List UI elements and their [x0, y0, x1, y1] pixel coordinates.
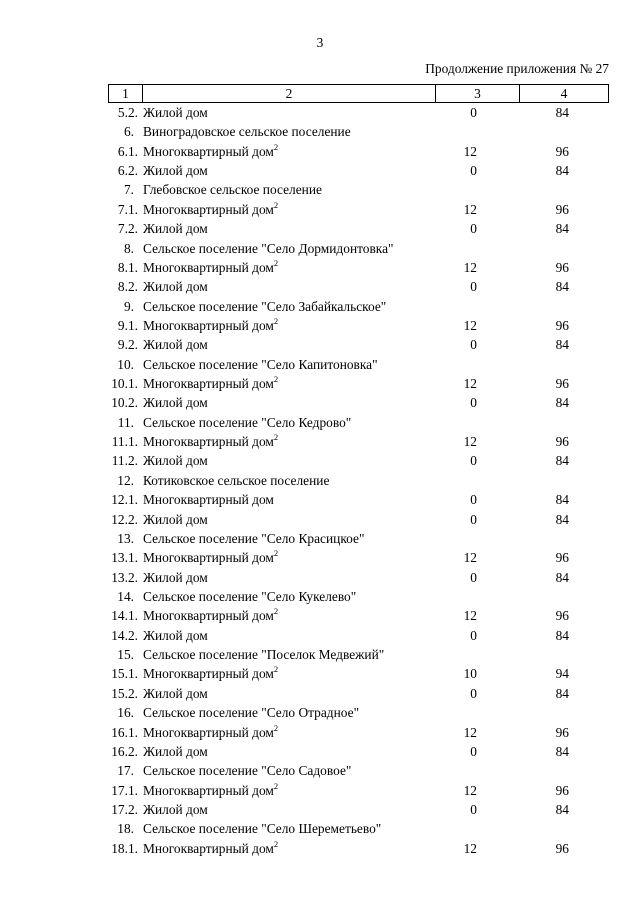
settlement-name: [142, 645, 435, 664]
value-column-3: 12: [463, 317, 477, 333]
value-column-3: 12: [463, 376, 477, 392]
building-type: [142, 510, 435, 529]
name-text: Жилой дом: [143, 395, 208, 411]
value-column-4: 96: [555, 840, 569, 856]
value-column-3: 0: [470, 105, 477, 120]
name-text: Котиковское сельское поселение: [143, 472, 330, 488]
table-row: [108, 781, 609, 800]
name-text: Жилой дом: [143, 337, 208, 353]
value-column-4: 96: [555, 376, 569, 392]
row-number: 14.: [117, 588, 134, 604]
value-column-3: 12: [463, 259, 477, 275]
table-row: [108, 723, 609, 742]
name-text: Сельское поселение "Село Дормидонтовка": [143, 240, 394, 256]
row-number: 6.1.: [117, 143, 138, 159]
building-type: [142, 742, 435, 761]
name-text: Многоквартирный дом: [143, 376, 274, 392]
settlement-name: [142, 239, 435, 258]
name-text: Сельское поселение "Село Садовое": [143, 763, 352, 779]
value-column-4: [519, 529, 607, 548]
table-row: [108, 393, 609, 412]
settlement-name: [142, 761, 435, 780]
value-column-4: 96: [555, 724, 569, 740]
footnote-marker: 2: [273, 141, 279, 152]
row-number: 13.1.: [111, 550, 138, 566]
value-column-3: 12: [463, 840, 477, 856]
section-row: [108, 703, 609, 722]
value-column-3: [435, 761, 519, 780]
value-column-4: 96: [555, 259, 569, 275]
name-text: Сельское поселение "Поселок Медвежий": [143, 647, 385, 663]
appendix-continuation-note: Продолжение приложения № 27: [425, 61, 609, 76]
building-type: [142, 142, 435, 161]
footnote-marker: 2: [273, 722, 279, 733]
name-text: Жилой дом: [143, 221, 208, 237]
value-column-3: 12: [463, 782, 477, 798]
name-text: Многоквартирный дом: [143, 840, 274, 856]
value-column-3: 0: [470, 337, 477, 353]
building-type: [142, 490, 435, 509]
building-type: [142, 451, 435, 470]
building-type: [142, 316, 435, 335]
table-row: [108, 142, 609, 161]
value-column-3: 0: [470, 743, 477, 759]
row-number: 12.1.: [111, 492, 138, 508]
value-column-3: [435, 471, 519, 490]
value-column-4: 84: [555, 105, 569, 120]
name-text: Жилой дом: [143, 569, 208, 585]
row-number: 16.1.: [111, 724, 138, 740]
section-row: [108, 761, 609, 780]
building-type: [142, 664, 435, 683]
settlement-name: [142, 703, 435, 722]
building-type: [142, 626, 435, 645]
building-type: [142, 548, 435, 567]
value-column-4: 96: [555, 201, 569, 217]
name-text: Многоквартирный дом: [143, 666, 274, 682]
name-text: Сельское поселение "Село Красицкое": [143, 530, 365, 546]
value-column-3: 12: [463, 724, 477, 740]
table-row: [108, 664, 609, 683]
settlement-name: [142, 529, 435, 548]
settlement-name: [142, 471, 435, 490]
name-text: Многоквартирный дом: [143, 259, 274, 275]
value-column-3: [435, 180, 519, 199]
value-column-4: 96: [555, 317, 569, 333]
value-column-4: 84: [555, 492, 569, 508]
building-type: [142, 103, 435, 122]
name-text: Жилой дом: [143, 105, 208, 120]
section-row: [108, 355, 609, 374]
value-column-4: 84: [555, 395, 569, 411]
row-number: 6.2.: [117, 163, 138, 179]
name-text: Многоквартирный дом: [143, 782, 274, 798]
value-column-4: [519, 239, 607, 258]
value-column-3: 0: [470, 279, 477, 295]
footnote-marker: 2: [273, 838, 279, 849]
value-column-4: 84: [555, 685, 569, 701]
footnote-marker: 2: [273, 199, 279, 210]
settlement-name: [142, 587, 435, 606]
value-column-3: [435, 587, 519, 606]
data-table: [108, 84, 609, 858]
name-text: Многоквартирный дом: [143, 201, 274, 217]
name-text: Многоквартирный дом: [143, 143, 274, 159]
row-number: 10.2.: [111, 395, 138, 411]
column-header-1: 1: [109, 85, 143, 102]
building-type: [142, 606, 435, 625]
value-column-3: [435, 239, 519, 258]
value-column-4: [519, 355, 607, 374]
value-column-4: [519, 122, 607, 141]
value-column-4: [519, 645, 607, 664]
building-type: [142, 200, 435, 219]
footnote-marker: 2: [273, 664, 279, 675]
row-number: 16.2.: [111, 743, 138, 759]
value-column-4: 84: [555, 511, 569, 527]
section-row: [108, 180, 609, 199]
row-number: 11.1.: [111, 434, 138, 450]
name-text: Сельское поселение "Село Шереметьево": [143, 821, 382, 837]
value-column-3: 0: [470, 221, 477, 237]
value-column-4: 96: [555, 608, 569, 624]
row-number: 17.: [117, 763, 134, 779]
settlement-name: [142, 297, 435, 316]
row-number: 15.: [117, 647, 134, 663]
value-column-4: 96: [555, 143, 569, 159]
footnote-marker: 2: [273, 606, 279, 617]
table-row: [108, 684, 609, 703]
value-column-3: 12: [463, 434, 477, 450]
footnote-marker: 2: [273, 257, 279, 268]
table-row: [108, 219, 609, 238]
building-type: [142, 258, 435, 277]
footnote-marker: 2: [273, 374, 279, 385]
value-column-3: [435, 645, 519, 664]
table-row: [108, 103, 609, 122]
value-column-3: 12: [463, 143, 477, 159]
value-column-3: [435, 703, 519, 722]
table-row: [108, 277, 609, 296]
value-column-4: [519, 587, 607, 606]
name-text: Многоквартирный дом: [143, 492, 274, 508]
table-header-row: [108, 84, 609, 103]
row-number: 12.: [117, 472, 134, 488]
building-type: [142, 393, 435, 412]
name-text: Многоквартирный дом: [143, 724, 274, 740]
building-type: [142, 839, 435, 858]
value-column-4: [519, 413, 607, 432]
section-row: [108, 122, 609, 141]
building-type: [142, 432, 435, 451]
name-text: Жилой дом: [143, 163, 208, 179]
value-column-3: 0: [470, 511, 477, 527]
building-type: [142, 781, 435, 800]
value-column-3: 0: [470, 801, 477, 817]
value-column-4: 96: [555, 434, 569, 450]
name-text: Многоквартирный дом: [143, 608, 274, 624]
value-column-3: 12: [463, 201, 477, 217]
row-number: 5.2.: [117, 105, 138, 120]
name-text: Сельское поселение "Село Забайкальское": [143, 298, 387, 314]
row-number: 9.2.: [117, 337, 138, 353]
value-column-4: 94: [555, 666, 569, 682]
column-header-2: 2: [143, 85, 436, 102]
value-column-4: [519, 819, 607, 838]
table-row: [108, 335, 609, 354]
footnote-marker: 2: [273, 780, 279, 791]
value-column-3: 0: [470, 492, 477, 508]
table-row: [108, 258, 609, 277]
value-column-3: 0: [470, 163, 477, 179]
footnote-marker: 2: [273, 548, 279, 559]
building-type: [142, 374, 435, 393]
table-row: [108, 490, 609, 509]
row-number: 15.1.: [111, 666, 138, 682]
page-number: 3: [316, 35, 324, 50]
row-number: 12.2.: [111, 511, 138, 527]
name-text: Сельское поселение "Село Отрадное": [143, 705, 360, 721]
name-text: Сельское поселение "Село Капитоновка": [143, 356, 378, 372]
value-column-3: 0: [470, 395, 477, 411]
name-text: Многоквартирный дом: [143, 550, 274, 566]
table-row: [108, 742, 609, 761]
row-number: 13.: [117, 530, 134, 546]
footnote-marker: 2: [273, 315, 279, 326]
building-type: [142, 800, 435, 819]
footnote-marker: 2: [273, 432, 279, 443]
section-row: [108, 529, 609, 548]
row-number: 7.1.: [117, 201, 138, 217]
section-row: [108, 645, 609, 664]
value-column-3: 0: [470, 627, 477, 643]
value-column-4: 84: [555, 279, 569, 295]
building-type: [142, 219, 435, 238]
section-row: [108, 413, 609, 432]
row-number: 7.2.: [117, 221, 138, 237]
value-column-4: 96: [555, 782, 569, 798]
row-number: 9.1.: [117, 317, 138, 333]
row-number: 7.: [123, 182, 134, 198]
value-column-3: 12: [463, 608, 477, 624]
settlement-name: [142, 180, 435, 199]
value-column-3: [435, 819, 519, 838]
building-type: [142, 568, 435, 587]
table-row: [108, 548, 609, 567]
value-column-3: [435, 413, 519, 432]
table-row: [108, 800, 609, 819]
table-row: [108, 316, 609, 335]
table-row: [108, 626, 609, 645]
row-number: 16.: [117, 705, 134, 721]
value-column-4: [519, 761, 607, 780]
name-text: Жилой дом: [143, 743, 208, 759]
value-column-4: [519, 471, 607, 490]
settlement-name: [142, 413, 435, 432]
value-column-4: 84: [555, 337, 569, 353]
name-text: Жилой дом: [143, 453, 208, 469]
table-row: [108, 161, 609, 180]
name-text: Глебовское сельское поселение: [143, 182, 322, 198]
value-column-4: 84: [555, 221, 569, 237]
value-column-4: 84: [555, 569, 569, 585]
row-number: 18.: [117, 821, 134, 837]
settlement-name: [142, 819, 435, 838]
value-column-3: [435, 529, 519, 548]
row-number: 10.: [117, 356, 134, 372]
name-text: Сельское поселение "Село Кедрово": [143, 414, 352, 430]
value-column-3: [435, 355, 519, 374]
section-row: [108, 819, 609, 838]
building-type: [142, 335, 435, 354]
row-number: 14.2.: [111, 627, 138, 643]
table-row: [108, 510, 609, 529]
value-column-4: [519, 297, 607, 316]
row-number: 8.2.: [117, 279, 138, 295]
row-number: 11.2.: [111, 453, 138, 469]
table-row: [108, 606, 609, 625]
row-number: 17.1.: [111, 782, 138, 798]
settlement-name: [142, 355, 435, 374]
row-number: 8.1.: [117, 259, 138, 275]
table-row: [108, 568, 609, 587]
section-row: [108, 297, 609, 316]
value-column-4: 84: [555, 453, 569, 469]
value-column-3: 0: [470, 453, 477, 469]
row-number: 10.1.: [111, 376, 138, 392]
table-row: [108, 374, 609, 393]
row-number: 6.: [123, 124, 134, 140]
column-header-3: 3: [436, 85, 520, 102]
building-type: [142, 277, 435, 296]
value-column-4: [519, 180, 607, 199]
value-column-3: 12: [463, 550, 477, 566]
building-type: [142, 161, 435, 180]
value-column-3: 0: [470, 569, 477, 585]
row-number: 15.2.: [111, 685, 138, 701]
table-row: [108, 451, 609, 470]
row-number: 18.1.: [111, 840, 138, 856]
name-text: Многоквартирный дом: [143, 317, 274, 333]
name-text: Жилой дом: [143, 279, 208, 295]
table-body: [108, 103, 609, 858]
row-number: 11.: [117, 414, 134, 430]
value-column-3: 0: [470, 685, 477, 701]
section-row: [108, 471, 609, 490]
name-text: Жилой дом: [143, 685, 208, 701]
building-type: [142, 684, 435, 703]
table-row: [108, 432, 609, 451]
value-column-4: 84: [555, 801, 569, 817]
name-text: Многоквартирный дом: [143, 434, 274, 450]
section-row: [108, 239, 609, 258]
row-number: 8.: [123, 240, 134, 256]
value-column-4: 84: [555, 743, 569, 759]
name-text: Сельское поселение "Село Кукелево": [143, 588, 357, 604]
value-column-3: [435, 297, 519, 316]
name-text: Жилой дом: [143, 627, 208, 643]
settlement-name: [142, 122, 435, 141]
building-type: [142, 723, 435, 742]
name-text: Жилой дом: [143, 511, 208, 527]
row-number: 14.1.: [111, 608, 138, 624]
row-number: 17.2.: [111, 801, 138, 817]
value-column-3: [435, 122, 519, 141]
value-column-4: 84: [555, 627, 569, 643]
row-number: 13.2.: [111, 569, 138, 585]
value-column-4: 84: [555, 163, 569, 179]
column-header-4: 4: [560, 86, 568, 101]
value-column-4: 96: [555, 550, 569, 566]
value-column-3: 10: [463, 666, 477, 682]
row-number: 9.: [123, 298, 134, 314]
value-column-4: [519, 703, 607, 722]
name-text: Виноградовское сельское поселение: [143, 124, 351, 140]
name-text: Жилой дом: [143, 801, 208, 817]
table-row: [108, 839, 609, 858]
table-row: [108, 200, 609, 219]
section-row: [108, 587, 609, 606]
